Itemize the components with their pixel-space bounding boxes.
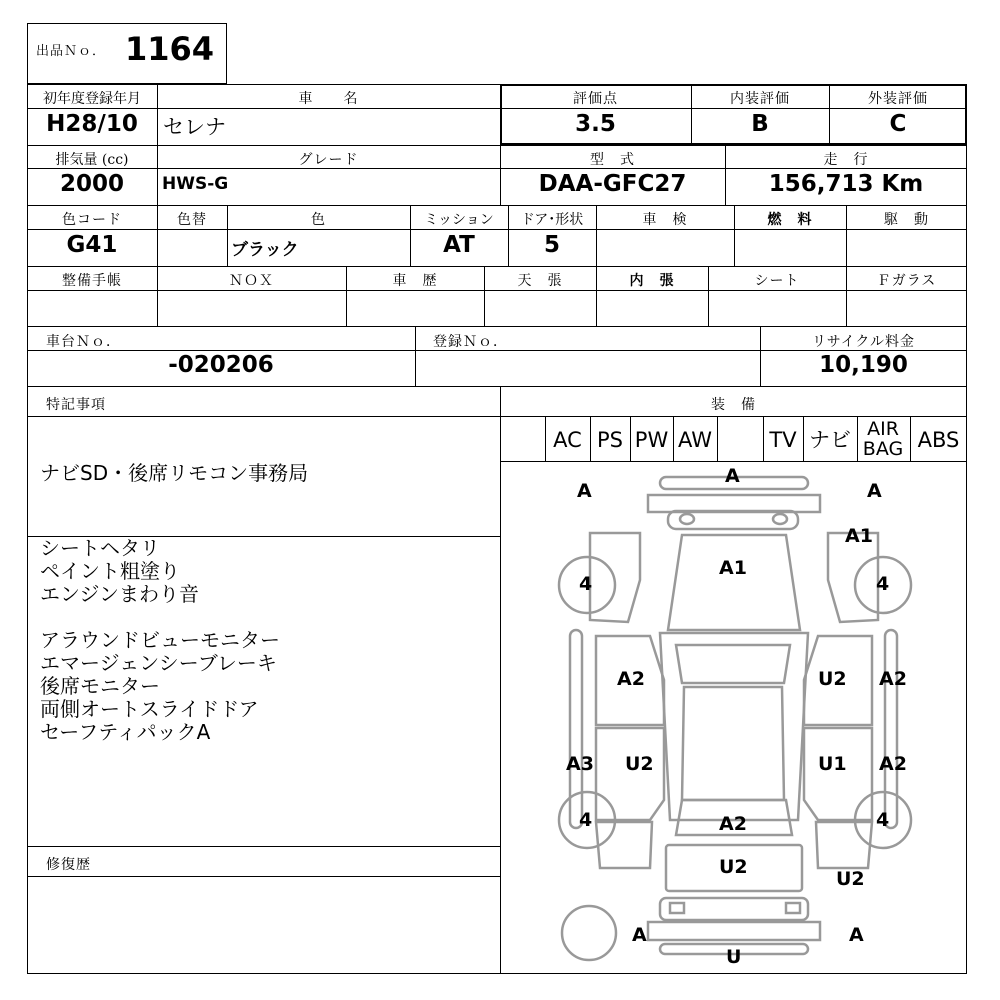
lot-number: 1164 — [125, 30, 215, 68]
damage-rear-left: A — [632, 924, 647, 946]
damage-rear-right-corner: U2 — [836, 868, 865, 890]
chassis-value: -020206 — [168, 352, 274, 378]
equipment-pw: PW — [634, 428, 669, 452]
history-label: 車 歴 — [392, 273, 438, 289]
equipment-navi: ナビ — [809, 428, 851, 452]
note-line: セーフティパックA — [40, 720, 211, 744]
damage-right-front-door: U2 — [818, 668, 847, 690]
notes-list — [40, 537, 490, 744]
color-label: 色 — [311, 212, 326, 228]
equipment-ps: PS — [597, 428, 623, 452]
displacement-label: 排気量 (cc) — [55, 152, 129, 168]
exterior-label: 外装評価 — [868, 91, 928, 107]
equipment-item — [500, 418, 545, 462]
first-reg-value: H28/10 — [46, 111, 138, 137]
damage-left-front-door: A2 — [617, 668, 645, 690]
model-value: DAA-GFC27 — [538, 171, 687, 197]
damage-hood: A1 — [719, 557, 747, 579]
damage-right-front-outer: A2 — [879, 668, 907, 690]
note-line: エンジンまわり音 — [40, 582, 199, 606]
color-value: ブラック — [231, 240, 299, 260]
note-line: エマージェンシーブレーキ — [40, 651, 277, 675]
color-code-label: 色コード — [62, 212, 122, 228]
note-line: アラウンドビューモニター — [40, 628, 280, 652]
interior-value: B — [751, 111, 769, 137]
exterior-value: C — [889, 111, 907, 137]
notes-main: ナビSD・後席リモコン事務局 — [40, 461, 309, 485]
car-name-value: セレナ — [163, 115, 226, 139]
equipment-item — [717, 418, 763, 462]
interior-trim-label: 内 張 — [629, 273, 675, 289]
mission-value: AT — [443, 232, 475, 258]
chassis-label: 車台Ｎｏ． — [46, 334, 121, 350]
damage-tire-fr: 4 — [876, 573, 890, 595]
displacement-value: 2000 — [59, 171, 124, 197]
damage-front-top: A — [725, 465, 740, 487]
damage-left-sill: A3 — [566, 753, 594, 775]
note-line — [40, 606, 490, 629]
equipment-airbag: AIR BAG — [862, 418, 904, 460]
fuel-label: 燃 料 — [767, 212, 813, 228]
note-line: ペイント粗塗り — [40, 559, 180, 583]
model-label: 型 式 — [590, 152, 635, 168]
maintenance-label: 整備手帳 — [62, 273, 122, 289]
equipment-ac: AC — [553, 428, 582, 452]
damage-tire-rr: 4 — [876, 809, 890, 831]
grade-value: HWS-G — [162, 174, 229, 194]
nox-label: ＮＯＸ — [229, 273, 274, 289]
damage-right-rear-door: U1 — [818, 753, 847, 775]
score-value: 3.5 — [575, 111, 616, 137]
damage-left-rear-door: U2 — [625, 753, 654, 775]
equipment-aw: AW — [678, 428, 712, 452]
equipment-label: 装 備 — [711, 397, 756, 413]
equipment-abs: ABS — [917, 428, 960, 452]
score-label: 評価点 — [573, 91, 618, 107]
note-line: シートヘタリ — [40, 536, 160, 560]
inspection-label: 車 検 — [642, 212, 688, 228]
repair-history-label: 修復歴 — [46, 857, 91, 873]
mileage-value: 156,713 Km — [768, 171, 924, 197]
damage-tire-fl: 4 — [579, 573, 593, 595]
damage-front-right: A — [867, 480, 882, 502]
recycle-value: 10,190 — [819, 352, 908, 378]
drive-label: 駆 動 — [884, 212, 929, 228]
door-value: 5 — [543, 232, 560, 258]
damage-rear-bottom: U — [726, 946, 742, 968]
mileage-label: 走 行 — [823, 152, 869, 168]
registration-label: 登録Ｎｏ． — [433, 334, 508, 350]
damage-front-pillar-right: A1 — [845, 525, 873, 547]
damage-roof-rear: A2 — [719, 813, 747, 835]
lot-label: 出品Ｎｏ． — [36, 44, 107, 59]
f-glass-label: Ｆガラス — [876, 273, 937, 289]
note-line: 後席モニター — [40, 674, 160, 698]
grade-label: グレード — [298, 152, 359, 168]
car-name-label: 車 名 — [298, 91, 359, 107]
equipment-tv: TV — [769, 428, 797, 452]
damage-front-left: A — [577, 480, 592, 502]
interior-label: 内装評価 — [730, 91, 790, 107]
damage-tire-rl: 4 — [579, 809, 593, 831]
door-label: ドア･形状 — [520, 212, 584, 228]
roof-label: 天 張 — [517, 273, 563, 289]
damage-tailgate: U2 — [719, 856, 748, 878]
damage-right-rear-outer: A2 — [879, 753, 907, 775]
color-change-label: 色替 — [177, 212, 207, 228]
recycle-label: リサイクル料金 — [811, 334, 916, 350]
seat-label: シート — [754, 273, 800, 289]
damage-rear-right: A — [849, 924, 864, 946]
note-line: 両側オートスライドドア — [40, 697, 259, 721]
notes-label: 特記事項 — [46, 397, 106, 413]
mission-label: ミッション — [424, 212, 494, 228]
first-reg-label: 初年度登録年月 — [43, 91, 141, 107]
color-code-value: G41 — [66, 232, 118, 258]
